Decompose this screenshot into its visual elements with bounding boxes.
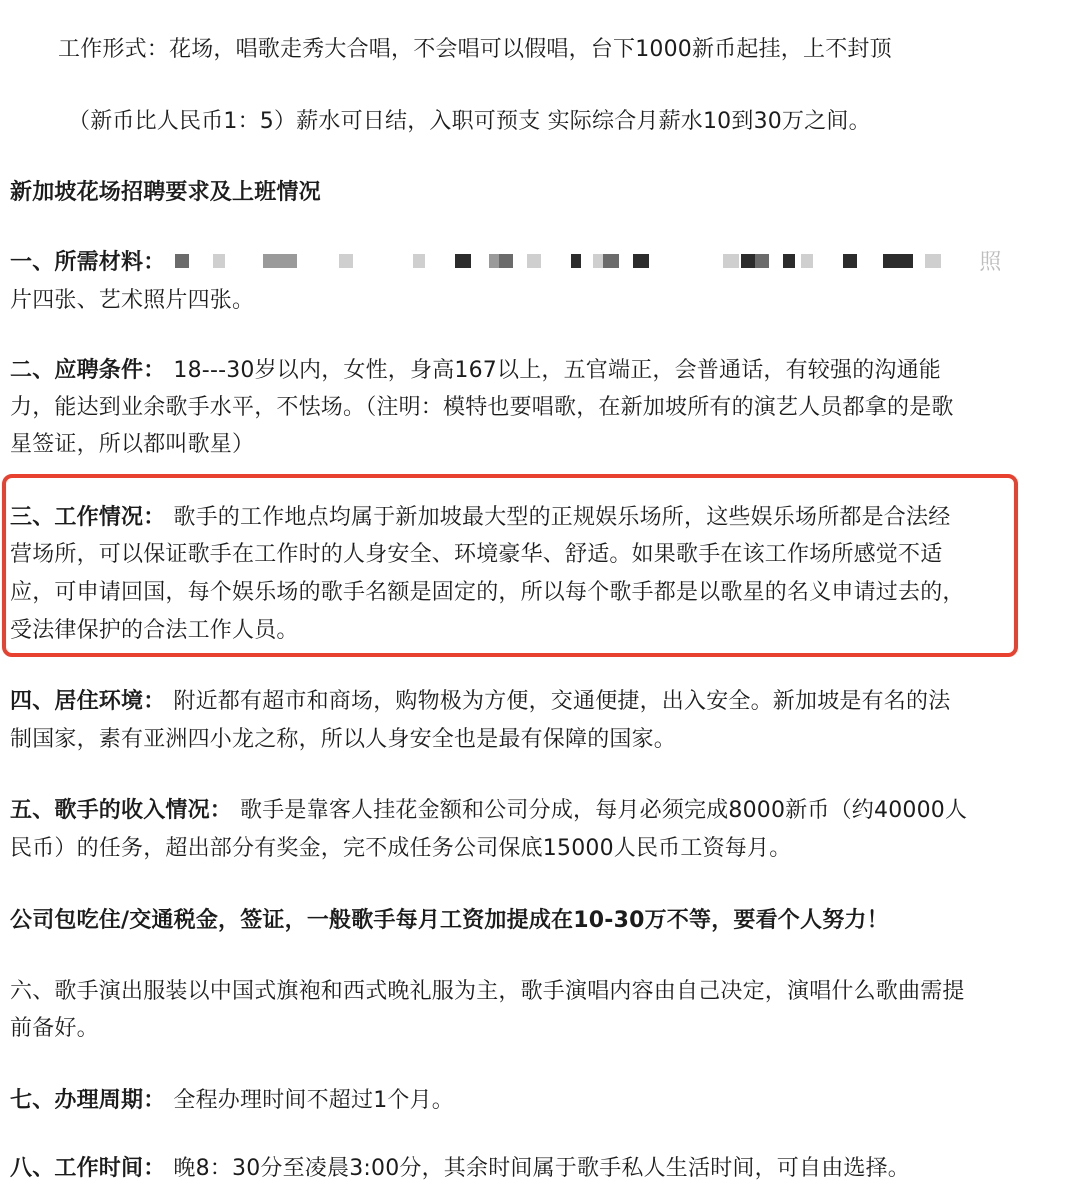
section-8-text: 晚8：30分至凌晨3:00分，其余时间属于歌手私人生活时间，可自由选择。 (173, 1156, 911, 1181)
section-2-text: 18---30岁以内，女性，身高167以上，五官端正，会普通话，有较强的沟通能 (173, 358, 942, 383)
section-2-label: 二、应聘条件： (10, 358, 166, 383)
section-4-text: 附近都有超市和商场，购物极为方便，交通便捷，出入安全。新加坡是有名的法 (173, 689, 951, 714)
section-5-line-2: 民币）的任务，超出部分有奖金，完不成任务公司保底15000人民币工资每月。 (10, 836, 792, 861)
section-5-text: 歌手是靠客人挂花金额和公司分成，每月必须完成8000新币（约40000人 (240, 798, 968, 823)
section-3-line-2: 营场所，可以保证歌手在工作时的人身安全、环境豪华、舒适。如果歌手在该工作场所感觉不适 (10, 542, 943, 567)
section-4-line-1 (10, 683, 950, 720)
intro-work-form: 工作形式：花场，唱歌走秀大合唱，不会唱可以假唱，台下1000新币起挂，上不封顶 (58, 37, 892, 62)
section-8-label: 八、工作时间： (10, 1156, 166, 1181)
section-4-label: 四、居住环境： (10, 689, 166, 714)
section-2-line-1 (10, 352, 941, 389)
section-1-trail: 照 (979, 250, 1002, 275)
section-heading: 新加坡花场招聘要求及上班情况 (10, 180, 321, 205)
section-2-line-3: 星签证，所以都叫歌星） (10, 432, 255, 457)
section-2-line-2: 力，能达到业余歌手水平，不怯场。（注明：模特也要唱歌，在新加坡所有的演艺人员都拿的是歌 (10, 395, 954, 420)
redacted-region (173, 248, 979, 278)
section-6-line-1: 六、歌手演出服装以中国式旗袍和西式晚礼服为主，歌手演唱内容由自己决定，演唱什么歌曲需提 (10, 979, 965, 1004)
intro-salary: （新币比人民币1：5）薪水可日结，入职可预支 实际综合月薪水10到30万之间。 (68, 109, 871, 134)
section-7-text: 全程办理时间不超过1个月。 (173, 1088, 455, 1113)
section-3-label: 三、工作情况： (10, 505, 166, 530)
section-1-line-1 (10, 244, 1002, 281)
section-3-line-4: 受法律保护的合法工作人员。 (10, 618, 299, 643)
section-4-line-2: 制国家，素有亚洲四小龙之称，所以人身安全也是最有保障的国家。 (10, 727, 677, 752)
section-5-line-1 (10, 792, 967, 829)
section-7-line (10, 1082, 454, 1119)
company-note: 公司包吃住/交通税金，签证，一般歌手每月工资加提成在10-30万不等，要看个人努力！ (10, 908, 889, 933)
section-3-line-3: 应，可申请回国，每个娱乐场的歌手名额是固定的，所以每个歌手都是以歌星的名义申请过去的， (10, 580, 965, 605)
section-3-text: 歌手的工作地点均属于新加坡最大型的正规娱乐场所，这些娱乐场所都是合法经 (173, 505, 951, 530)
section-1-line-2: 片四张、艺术照片四张。 (10, 288, 255, 313)
section-7-label: 七、办理周期： (10, 1088, 166, 1113)
section-5-label: 五、歌手的收入情况： (10, 798, 233, 823)
section-1-label: 一、所需材料： (10, 250, 166, 275)
section-8-line (10, 1150, 910, 1187)
section-6-line-2: 前备好。 (10, 1016, 99, 1041)
highlight-box (2, 474, 1018, 657)
